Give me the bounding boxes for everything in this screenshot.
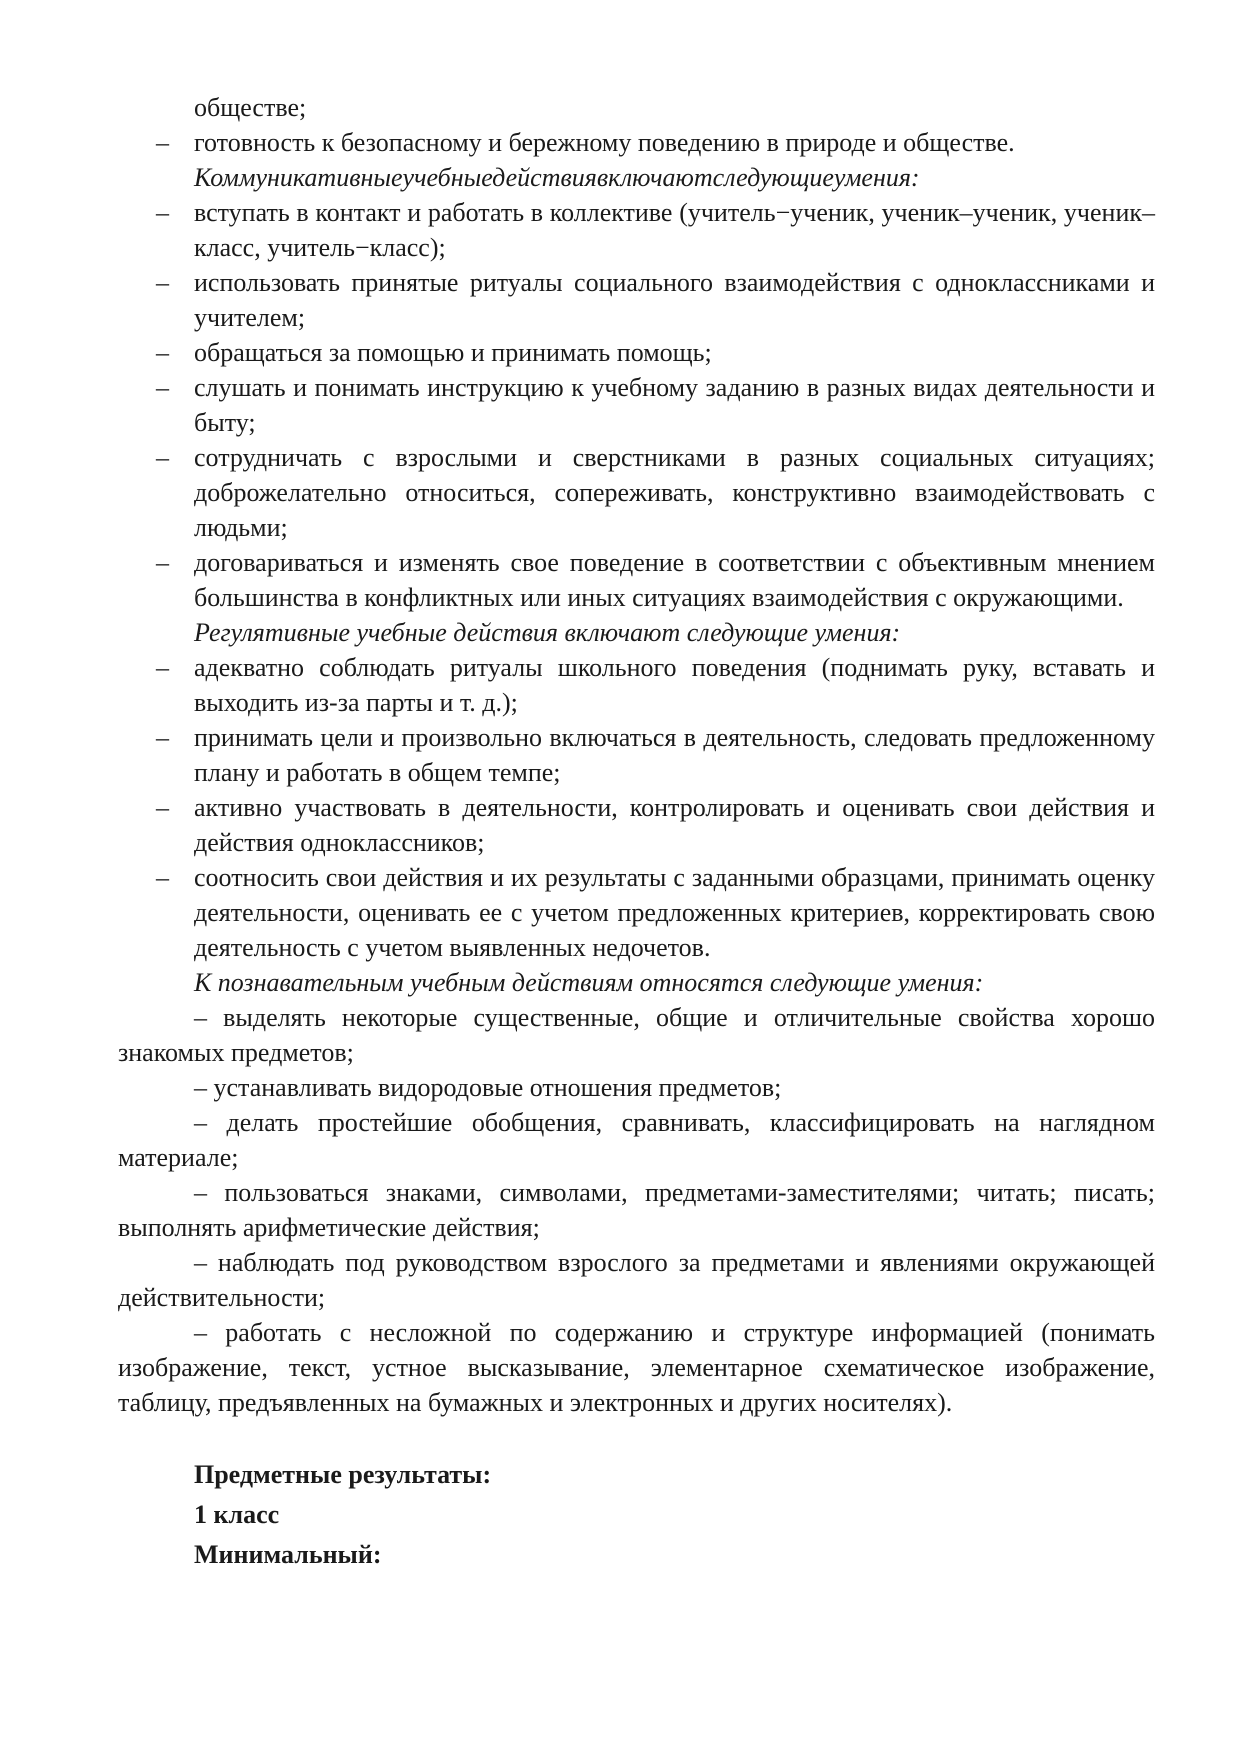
dash-marker: – — [156, 338, 169, 367]
dash-marker: – — [156, 198, 169, 227]
cognitive-item: – делать простейшие обобщения, сравнивать, классифицировать на наглядном материале; — [118, 1108, 1155, 1172]
list-item: – сотрудничать с взрослыми и сверстниками в разных социальных ситуациях; доброжелательно относиться, сопереживать, конструктивно взаимодействовать с людьми; — [118, 440, 1155, 545]
list-item: – соотносить свои действия и их результаты с заданными образцами, принимать оценку деятельности, оценивать ее с учетом предложенных критериев, корректировать свою деятельность с учетом выявленных недочетов. — [118, 860, 1155, 965]
results-grade: 1 класс — [194, 1500, 280, 1529]
page-content — [118, 90, 1155, 1575]
cognitive-item: – выделять некоторые существенные, общие и отличительные свойства хорошо знакомых предметов; — [118, 1003, 1155, 1067]
regulatory-heading: Регулятивные учебные действия включают следующие умения: — [194, 618, 901, 647]
dash-marker: – — [156, 548, 169, 577]
results-title: Предметные результаты: — [194, 1460, 492, 1489]
results-level: Минимальный: — [194, 1540, 382, 1569]
list-item: – активно участвовать в деятельности, контролировать и оценивать свои действия и действия одноклассников; — [118, 790, 1155, 860]
dash-marker: – — [156, 128, 169, 157]
list-item: – слушать и понимать инструкцию к учебному заданию в разных видах деятельности и быту; — [118, 370, 1155, 440]
cognitive-heading: К познавательным учебным действиям относятся следующие умения: — [194, 968, 984, 997]
communicative-heading: Коммуникативныеучебныедействиявключаютследующиеумения: — [194, 163, 920, 192]
list-item: – использовать принятые ритуалы социального взаимодействия с одноклассниками и учителем; — [118, 265, 1155, 335]
list-item: – обращаться за помощью и принимать помощь; — [118, 335, 1155, 370]
dash-marker: – — [156, 373, 169, 402]
dash-marker: – — [156, 793, 169, 822]
cognitive-item: – устанавливать видородовые отношения предметов; — [194, 1073, 782, 1102]
list-item: – принимать цели и произвольно включаться в деятельность, следовать предложенному плану и работать в общем темпе; — [118, 720, 1155, 790]
cognitive-item: – работать с несложной по содержанию и структуре информацией (понимать изображение, текст, устное высказывание, элементарное схематическое изображение, таблицу, предъявленных на бумажных и электронных и других носителях). — [118, 1318, 1155, 1417]
list-item: – вступать в контакт и работать в коллективе (учитель−ученик, ученик–ученик, ученик–класс, учитель−класс); — [118, 195, 1155, 265]
list-item: – готовность к безопасному и бережному поведению в природе и обществе. — [118, 125, 1155, 160]
dash-marker: – — [156, 443, 169, 472]
dash-marker: – — [156, 723, 169, 752]
fragment-start: обществе; — [194, 93, 307, 122]
dash-marker: – — [156, 653, 169, 682]
subject-results — [118, 1455, 1155, 1575]
list-item: – договариваться и изменять свое поведение в соответствии с объективным мнением большинства в конфликтных или иных ситуациях взаимодействия с окружающими. — [118, 545, 1155, 615]
cognitive-item: – пользоваться знаками, символами, предметами-заместителями; читать; писать; выполнять арифметические действия; — [118, 1178, 1155, 1242]
cognitive-item: – наблюдать под руководством взрослого за предметами и явлениями окружающей действительности; — [118, 1248, 1155, 1312]
dash-marker: – — [156, 863, 169, 892]
dash-marker: – — [156, 268, 169, 297]
list-item: – адекватно соблюдать ритуалы школьного поведения (поднимать руку, вставать и выходить из-за парты и т. д.); — [118, 650, 1155, 720]
